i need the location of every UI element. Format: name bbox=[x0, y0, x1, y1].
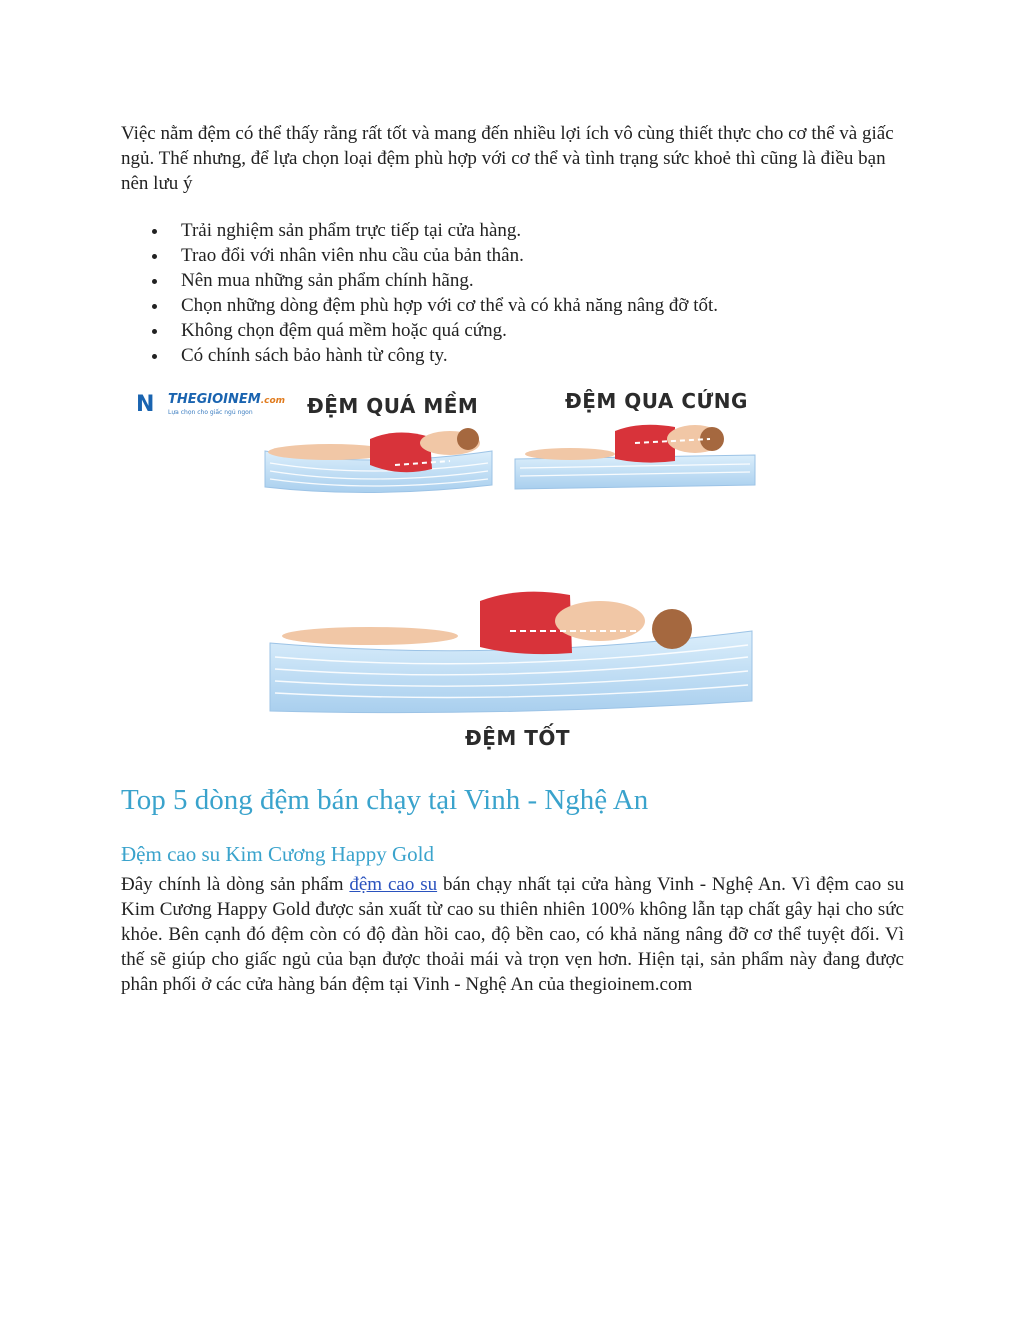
hard-mattress bbox=[515, 425, 755, 489]
list-item: Trải nghiệm sản phẩm trực tiếp tại cửa hàng. bbox=[121, 218, 718, 243]
list-item: Có chính sách bảo hành từ công ty. bbox=[121, 343, 718, 368]
logo-mark-icon: N bbox=[136, 392, 155, 417]
list-item: Chọn những dòng đệm phù hợp với cơ thể và có khả năng nâng đỡ tốt. bbox=[121, 293, 718, 318]
product-description: Đây chính là dòng sản phẩm đệm cao su bán chạy nhất tại cửa hàng Vinh - Nghệ An. Vì đệm cao su Kim Cương Happy Gold được sản xuất từ cao su thiên nhiên 100% không lẫn tạp chất gây hại cho sức khỏe. Bên cạnh đó đệm còn có độ đàn hồi cao, độ bền cao, có khả năng nâng đỡ cơ thể tuyệt đối. Vì thế sẽ giúp cho giấc ngủ của bạn được thoải mái và trọn vẹn hơn. Hiện tại, sản phẩm này đang được phân phối ở các cửa hàng bán đệm tại Vinh - Nghệ An của thegioinem.com bbox=[121, 874, 904, 995]
label-hard-mattress: ĐỆM QUA CỨNG bbox=[565, 389, 748, 413]
tips-list bbox=[121, 218, 718, 368]
brand-logo: N THEGIOINEM.com Lựa chọn cho giấc ngủ ngon bbox=[120, 389, 302, 423]
soft-mattress bbox=[265, 428, 492, 493]
product-heading: Đệm cao su Kim Cương Happy Gold bbox=[121, 842, 434, 866]
label-soft-mattress: ĐỆM QUÁ MỀM bbox=[307, 394, 479, 418]
label-good-mattress: ĐỆM TỐT bbox=[465, 726, 571, 750]
mattress-illustration bbox=[120, 381, 904, 759]
intro-paragraph: Việc nằm đệm có thể thấy rằng rất tốt và mang đến nhiều lợi ích vô cùng thiết thực cho cơ thể và giấc ngủ. Thế nhưng, để lựa chọn loại đệm phù hợp với cơ thể và tình trạng sức khoẻ thì cũng là điều bạn nên lưu ý bbox=[121, 123, 894, 194]
list-item: Trao đổi với nhân viên nhu cầu của bản thân. bbox=[121, 243, 718, 268]
good-mattress bbox=[270, 592, 752, 713]
mattress-comparison-figure bbox=[120, 381, 904, 759]
section-heading: Top 5 dòng đệm bán chạy tại Vinh - Nghệ An bbox=[121, 784, 649, 816]
list-item: Không chọn đệm quá mềm hoặc quá cứng. bbox=[121, 318, 718, 343]
list-item: Nên mua những sản phẩm chính hãng. bbox=[121, 268, 718, 293]
latex-mattress-link[interactable]: đệm cao su bbox=[349, 874, 438, 895]
